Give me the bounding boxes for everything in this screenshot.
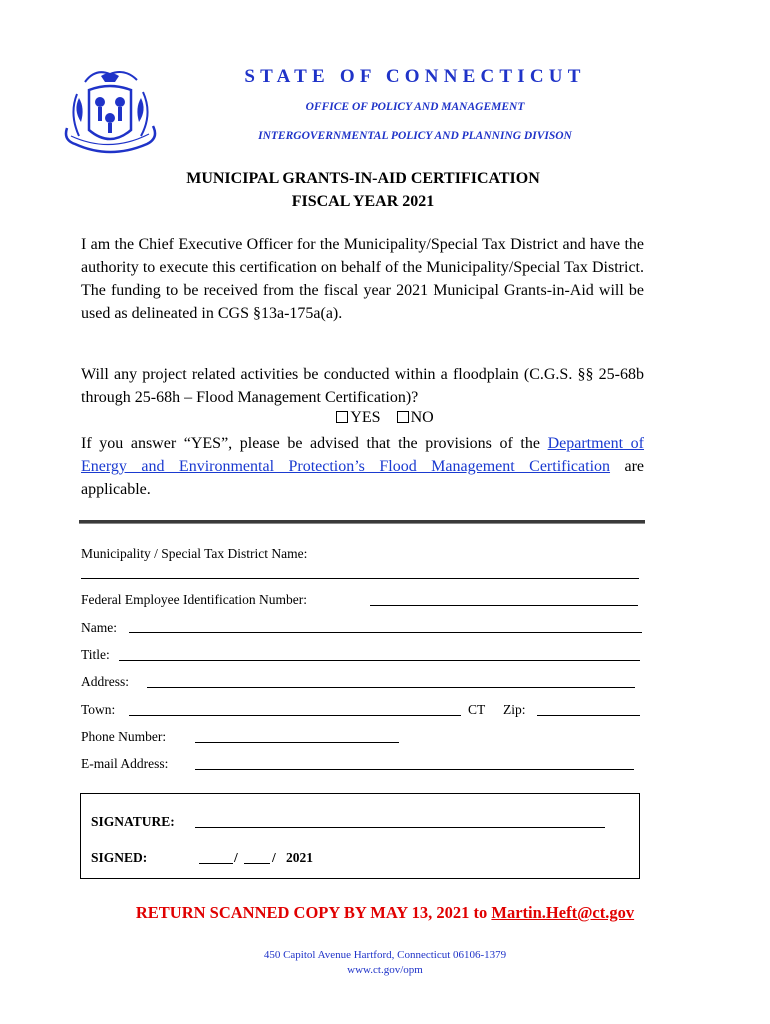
state-abbreviation: CT [468,702,486,717]
address-label: Address: [81,674,129,689]
document-title: MUNICIPAL GRANTS-IN-AID CERTIFICATION [186,170,540,187]
signed-day-field[interactable] [244,863,270,864]
office-name: OFFICE OF POLICY AND MANAGEMENT [305,101,525,113]
advisory-text-start: If you answer “YES”, please be advised that the provisions of the [81,435,548,452]
return-email-link[interactable]: Martin.Heft@ct.gov [491,903,635,922]
name-field[interactable] [129,632,642,633]
state-name-heading: STATE OF CONNECTICUT [244,66,586,87]
footer-address: 450 Capitol Avenue Hartford, Connecticut 06106-1379 [263,949,507,961]
floodplain-question: Will any project related activities be conducted within a floodplain (C.G.S. §§ 25-68b through 25-68h – Flood Management Certification)? [81,366,644,406]
signature-label: SIGNATURE: [91,814,175,829]
address-field[interactable] [147,687,635,688]
town-field[interactable] [129,715,461,716]
yes-checkbox[interactable] [336,411,348,423]
zip-label: Zip: [503,702,526,717]
connecticut-state-seal-icon [55,64,165,168]
flood-advisory-paragraph [81,432,644,501]
signature-box [80,793,640,879]
no-label: NO [410,409,434,426]
municipality-label: Municipality / Special Tax District Name: [81,546,308,561]
fein-field[interactable] [370,605,638,606]
fein-label: Federal Employee Identification Number: [81,592,308,607]
signature-field[interactable] [195,827,605,828]
advisory-text-end: are applicable. [81,458,645,498]
town-label: Town: [81,702,116,717]
email-field[interactable] [195,769,634,770]
section-divider [79,520,645,524]
phone-field[interactable] [195,742,399,743]
return-instructions [0,903,770,923]
signed-label: SIGNED: [91,850,148,865]
title-field[interactable] [119,660,640,661]
signed-month-field[interactable] [199,863,233,864]
date-separator: / [234,850,238,865]
no-checkbox[interactable] [397,411,409,423]
email-label: E-mail Address: [81,756,169,771]
title-label: Title: [81,647,110,662]
name-label: Name: [81,620,117,635]
division-name: INTERGOVERNMENTAL POLICY AND PLANNING DIVISON [258,130,572,142]
municipality-field[interactable] [81,578,639,579]
fiscal-year-title: FISCAL YEAR 2021 [291,193,435,210]
flood-certification-link[interactable]: Department of Energy and Environmental Protection’s Flood Management Certification [81,435,645,475]
yes-label: YES [350,409,381,426]
certification-paragraph: I am the Chief Executive Officer for the Municipality/Special Tax District and have the authority to execute this certification on behalf of the Municipality/Special Tax District. The funding to be received from the fiscal year 2021 Municipal Grants-in-Aid will be used as delineated in CGS §13a-175a(a). [81,236,644,322]
signed-year: 2021 [286,850,313,865]
no-option[interactable] [397,409,434,426]
phone-label: Phone Number: [81,729,167,744]
footer-website[interactable]: www.ct.gov/opm [347,964,423,976]
zip-field[interactable] [537,715,640,716]
return-text: RETURN SCANNED COPY BY MAY 13, 2021 to [135,903,492,922]
yes-no-options [0,409,770,427]
yes-option[interactable] [336,409,380,426]
date-separator: / [272,850,276,865]
